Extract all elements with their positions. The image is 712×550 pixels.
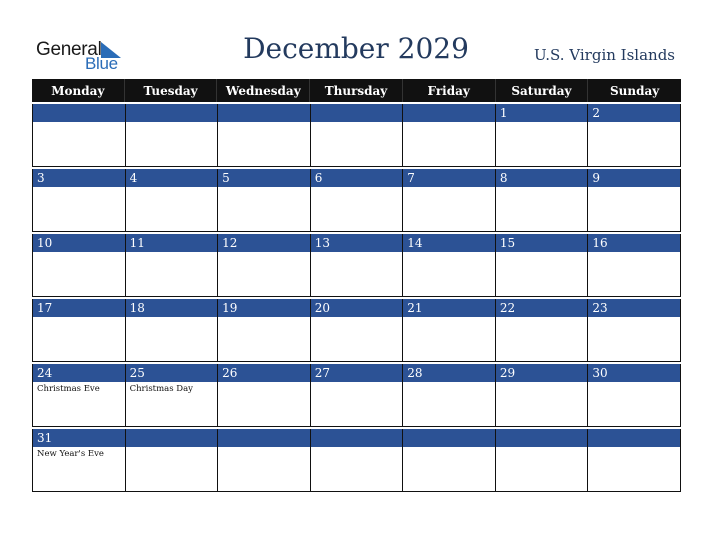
day-cell <box>33 234 126 297</box>
day-cell <box>218 429 311 492</box>
day-event <box>588 252 680 296</box>
day-cell <box>496 234 589 297</box>
day-cell <box>33 169 126 232</box>
day-cell <box>126 234 219 297</box>
day-number: 3 <box>33 169 125 187</box>
day-number <box>33 104 125 122</box>
day-cell <box>403 104 496 167</box>
day-event <box>496 447 588 491</box>
logo-text-general: General <box>36 39 102 60</box>
day-cell <box>126 429 219 492</box>
weekday-header-tuesday: Tuesday <box>125 79 218 102</box>
day-event: Christmas Day <box>129 384 193 394</box>
region-label: U.S. Virgin Islands <box>534 46 675 64</box>
day-event: Christmas Eve <box>37 384 100 394</box>
day-cell <box>311 104 404 167</box>
day-number: 30 <box>588 364 680 382</box>
day-number: 16 <box>588 234 680 252</box>
day-cell <box>218 169 311 232</box>
day-event <box>126 252 218 296</box>
day-number <box>588 429 680 447</box>
day-cell <box>311 364 404 427</box>
day-cell <box>311 299 404 362</box>
day-cell <box>126 169 219 232</box>
page-title: December 2029 <box>243 32 469 65</box>
day-number: 18 <box>126 299 218 317</box>
day-cell <box>218 234 311 297</box>
day-number: 24 <box>33 364 125 382</box>
day-number: 14 <box>403 234 495 252</box>
day-number: 9 <box>588 169 680 187</box>
day-event <box>311 252 403 296</box>
day-cell <box>496 364 589 427</box>
day-cell <box>33 429 126 492</box>
day-event <box>33 317 125 361</box>
day-event <box>403 252 495 296</box>
day-event <box>311 382 403 426</box>
weekday-header-monday: Monday <box>32 79 125 102</box>
weekday-header-thursday: Thursday <box>310 79 403 102</box>
day-event <box>218 187 310 231</box>
weekday-header-sunday: Sunday <box>610 83 660 98</box>
day-cell <box>403 169 496 232</box>
day-event <box>588 187 680 231</box>
day-cell <box>311 169 404 232</box>
day-number: 6 <box>311 169 403 187</box>
day-event <box>218 317 310 361</box>
day-event <box>403 447 495 491</box>
day-event <box>496 317 588 361</box>
day-event <box>403 317 495 361</box>
day-number: 25 <box>126 364 218 382</box>
brand-logo <box>36 39 136 75</box>
day-cell <box>218 104 311 167</box>
day-cell <box>311 234 404 297</box>
day-number: 27 <box>311 364 403 382</box>
day-event <box>311 317 403 361</box>
day-event <box>588 122 680 166</box>
day-event <box>33 122 125 166</box>
day-number: 11 <box>126 234 218 252</box>
day-number: 15 <box>496 234 588 252</box>
day-cell <box>496 429 589 492</box>
week-row-3 <box>32 234 681 297</box>
day-number: 2 <box>588 104 680 122</box>
day-event <box>126 317 218 361</box>
day-event <box>126 447 218 491</box>
week-row-6 <box>32 429 681 492</box>
day-event: New Year's Eve <box>37 449 104 459</box>
day-event <box>218 122 310 166</box>
day-cell <box>588 169 681 232</box>
day-number: 26 <box>218 364 310 382</box>
day-number: 5 <box>218 169 310 187</box>
day-number: 8 <box>496 169 588 187</box>
day-cell <box>33 104 126 167</box>
week-row-5 <box>32 364 681 427</box>
day-event <box>403 187 495 231</box>
day-event <box>496 382 588 426</box>
day-number <box>218 429 310 447</box>
day-event <box>496 252 588 296</box>
day-event <box>588 317 680 361</box>
day-number: 1 <box>496 104 588 122</box>
day-number <box>311 429 403 447</box>
day-number <box>126 429 218 447</box>
day-cell <box>126 364 219 427</box>
day-cell <box>588 364 681 427</box>
day-number: 21 <box>403 299 495 317</box>
day-cell <box>403 364 496 427</box>
day-event <box>126 187 218 231</box>
day-event <box>403 382 495 426</box>
logo-text-blue: Blue <box>85 54 118 73</box>
day-event <box>311 122 403 166</box>
day-event <box>33 187 125 231</box>
day-cell <box>588 299 681 362</box>
day-number <box>403 104 495 122</box>
day-cell <box>496 169 589 232</box>
day-number: 17 <box>33 299 125 317</box>
day-number: 31 <box>33 429 125 447</box>
day-number: 12 <box>218 234 310 252</box>
day-number <box>218 104 310 122</box>
day-number <box>311 104 403 122</box>
calendar-grid <box>32 79 681 492</box>
day-event <box>311 447 403 491</box>
day-event <box>218 382 310 426</box>
day-event <box>403 122 495 166</box>
day-cell <box>496 299 589 362</box>
day-cell <box>403 234 496 297</box>
day-number: 10 <box>33 234 125 252</box>
day-cell <box>33 299 126 362</box>
day-event <box>588 382 680 426</box>
day-number <box>496 429 588 447</box>
weekday-header-friday: Friday <box>403 79 496 102</box>
day-event <box>126 122 218 166</box>
day-number: 22 <box>496 299 588 317</box>
day-event <box>33 252 125 296</box>
day-cell <box>126 104 219 167</box>
day-cell <box>588 234 681 297</box>
day-number: 28 <box>403 364 495 382</box>
day-number: 13 <box>311 234 403 252</box>
day-event <box>496 187 588 231</box>
day-cell <box>218 364 311 427</box>
day-cell <box>126 299 219 362</box>
day-cell <box>496 104 589 167</box>
day-number: 20 <box>311 299 403 317</box>
day-cell <box>403 429 496 492</box>
weekday-header-row <box>32 79 681 102</box>
day-number <box>403 429 495 447</box>
day-cell <box>311 429 404 492</box>
week-row-4 <box>32 299 681 362</box>
day-event <box>588 447 680 491</box>
day-cell <box>218 299 311 362</box>
day-event <box>311 187 403 231</box>
day-cell <box>33 364 126 427</box>
day-number: 29 <box>496 364 588 382</box>
day-number: 19 <box>218 299 310 317</box>
day-number: 7 <box>403 169 495 187</box>
weekday-header-saturday: Saturday <box>496 79 589 102</box>
day-cell <box>588 429 681 492</box>
day-number: 4 <box>126 169 218 187</box>
day-event <box>218 447 310 491</box>
day-cell <box>588 104 681 167</box>
week-row-1 <box>32 104 681 167</box>
day-cell <box>403 299 496 362</box>
day-event <box>218 252 310 296</box>
day-number <box>126 104 218 122</box>
week-row-2 <box>32 169 681 232</box>
day-event <box>496 122 588 166</box>
day-number: 23 <box>588 299 680 317</box>
weekday-header-wednesday: Wednesday <box>217 79 310 102</box>
